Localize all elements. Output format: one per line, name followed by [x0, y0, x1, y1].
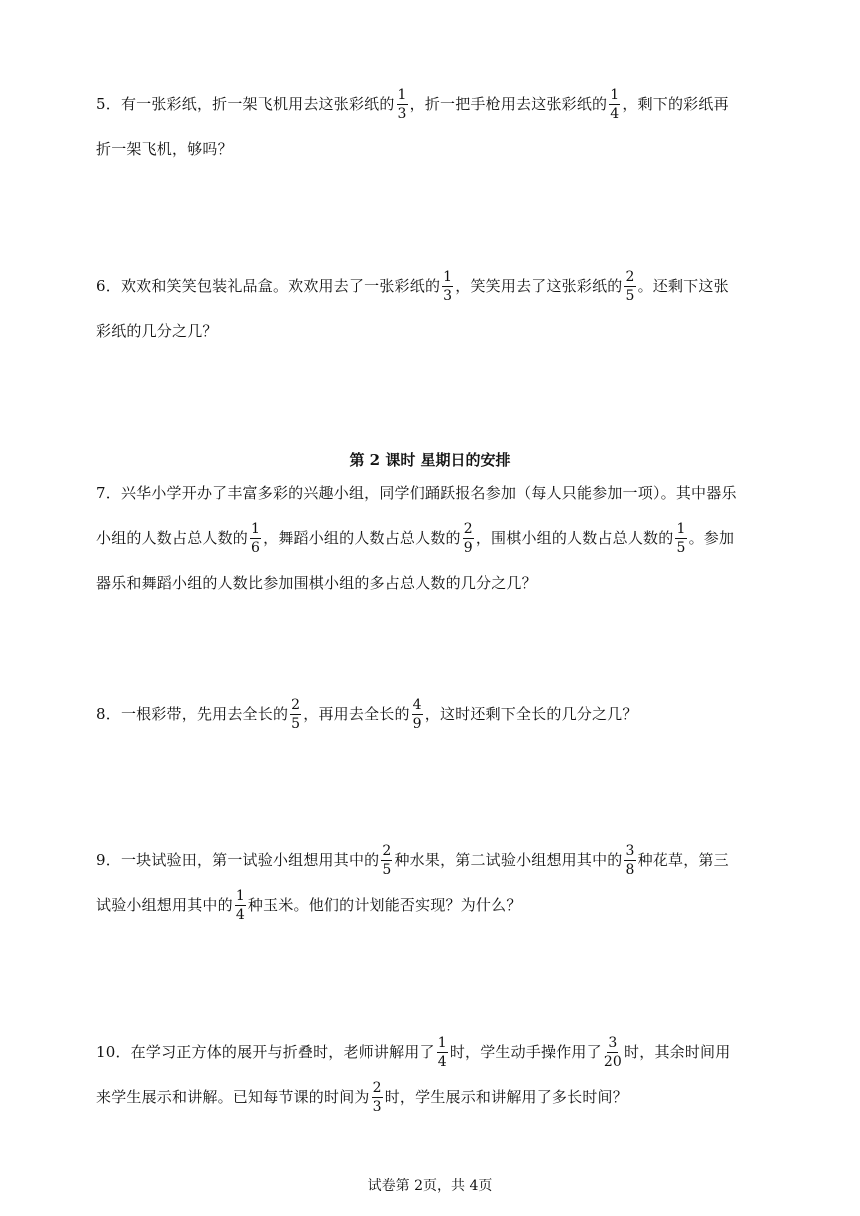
- fraction: [624, 843, 635, 878]
- fraction: [442, 269, 453, 304]
- problem-line: [96, 82, 768, 127]
- fraction-denominator: 3: [372, 1098, 382, 1115]
- fraction-numerator: 3: [608, 1034, 618, 1051]
- problem-text: 6．欢欢和笑笑包装礼品盒。欢欢用去了一张彩纸的: [96, 277, 441, 295]
- problem-text: 。还剩下这张: [637, 277, 729, 295]
- fraction: [675, 521, 686, 556]
- fraction-numerator: 1: [397, 86, 407, 103]
- problem-10: [96, 1030, 768, 1120]
- fraction: [437, 1035, 448, 1070]
- fraction-denominator: 3: [397, 105, 407, 122]
- fraction: [624, 269, 635, 304]
- fraction-numerator: 3: [625, 842, 635, 859]
- problem-text: 种玉米。他们的计划能否实现？为什么？: [247, 896, 522, 914]
- problem-line: [96, 1030, 768, 1075]
- fraction-denominator: 5: [625, 287, 635, 304]
- problem-text: 10．在学习正方体的展开与折叠时，老师讲解用了: [96, 1043, 435, 1061]
- problem-text: ，笑笑用去了这张彩纸的: [455, 277, 623, 295]
- problem-text: 7．兴华小学开办了丰富多彩的兴趣小组，同学们踊跃报名参加（每人只能参加一项）。其中器乐: [96, 484, 737, 502]
- problem-text: ，剩下的彩纸再: [622, 95, 729, 113]
- problem-line: [96, 309, 768, 354]
- problem-line: [96, 264, 768, 309]
- problem-text: 。参加: [688, 529, 735, 547]
- problem-5: [96, 82, 768, 172]
- problem-6: [96, 264, 768, 354]
- fraction-denominator: 20: [603, 1053, 623, 1070]
- fraction-denominator: 4: [610, 105, 620, 122]
- problem-text: 小组的人数占总人数的: [96, 529, 249, 547]
- fraction-denominator: 8: [625, 861, 635, 878]
- fraction-numerator: 2: [372, 1079, 382, 1096]
- fraction: [609, 87, 620, 122]
- problem-text: ，这时还剩下全长的几分之几？: [424, 705, 638, 723]
- fraction-numerator: 1: [443, 268, 453, 285]
- fraction: [372, 1080, 383, 1115]
- fraction: [235, 888, 246, 923]
- problem-text: 9．一块试验田，第一试验小组想用其中的: [96, 851, 380, 869]
- fraction: [397, 87, 408, 122]
- problem-line: [96, 838, 768, 883]
- fraction-numerator: 4: [412, 696, 422, 713]
- fraction-numerator: 1: [610, 86, 620, 103]
- fraction-numerator: 1: [251, 520, 261, 537]
- problem-text: ，围棋小组的人数占总人数的: [475, 529, 674, 547]
- problem-text: 试验小组想用其中的: [96, 896, 233, 914]
- problem-line: [96, 692, 768, 737]
- problem-line: [96, 516, 768, 561]
- fraction: [381, 843, 392, 878]
- problem-7: [96, 471, 768, 606]
- problem-line: [96, 561, 768, 606]
- section-title: 第 2 课时 星期日的安排: [349, 451, 511, 469]
- fraction-denominator: 6: [251, 539, 261, 556]
- fraction-numerator: 1: [437, 1034, 447, 1051]
- problem-line: [96, 127, 768, 172]
- problem-line: [96, 883, 768, 928]
- problem-text: 种水果，第二试验小组想用其中的: [394, 851, 623, 869]
- fraction: [250, 521, 261, 556]
- problem-line: [96, 1075, 768, 1120]
- fraction-numerator: 2: [382, 842, 392, 859]
- fraction: [412, 697, 423, 732]
- problem-8: [96, 692, 768, 737]
- problem-text: 时，学生动手操作用了: [449, 1043, 602, 1061]
- problem-text: 5．有一张彩纸，折一架飞机用去这张彩纸的: [96, 95, 395, 113]
- fraction-numerator: 1: [235, 887, 245, 904]
- problem-text: 器乐和舞蹈小组的人数比参加围棋小组的多占总人数的几分之几？: [96, 574, 537, 592]
- problem-text: 时，学生展示和讲解用了多长时间？: [384, 1088, 628, 1106]
- fraction-denominator: 9: [463, 539, 473, 556]
- problem-text: 时，其余时间用: [624, 1043, 731, 1061]
- fraction-numerator: 1: [676, 520, 686, 537]
- fraction-numerator: 2: [463, 520, 473, 537]
- fraction-denominator: 5: [382, 861, 392, 878]
- problem-text: 来学生展示和讲解。已知每节课的时间为: [96, 1088, 370, 1106]
- fraction-numerator: 2: [625, 268, 635, 285]
- fraction: [604, 1035, 622, 1070]
- fraction-denominator: 5: [291, 715, 301, 732]
- problem-text: 彩纸的几分之几？: [96, 322, 218, 340]
- problem-text: ，舞蹈小组的人数占总人数的: [263, 529, 461, 547]
- problem-line: [96, 471, 768, 516]
- fraction-denominator: 3: [443, 287, 453, 304]
- problem-text: 折一架飞机，够吗？: [96, 140, 233, 158]
- problem-text: 8．一根彩带，先用去全长的: [96, 705, 289, 723]
- fraction-numerator: 2: [291, 696, 301, 713]
- fraction-denominator: 4: [235, 906, 245, 923]
- page-footer: 试卷第 2页，共 4页: [367, 1178, 493, 1194]
- problem-text: 种花草，第三: [637, 851, 729, 869]
- problem-text: ，折一把手枪用去这张彩纸的: [409, 95, 608, 113]
- problem-9: [96, 838, 768, 928]
- fraction-denominator: 4: [437, 1053, 447, 1070]
- fraction-denominator: 9: [412, 715, 422, 732]
- fraction-denominator: 5: [676, 539, 686, 556]
- fraction: [290, 697, 301, 732]
- problem-text: ，再用去全长的: [303, 705, 410, 723]
- fraction: [463, 521, 474, 556]
